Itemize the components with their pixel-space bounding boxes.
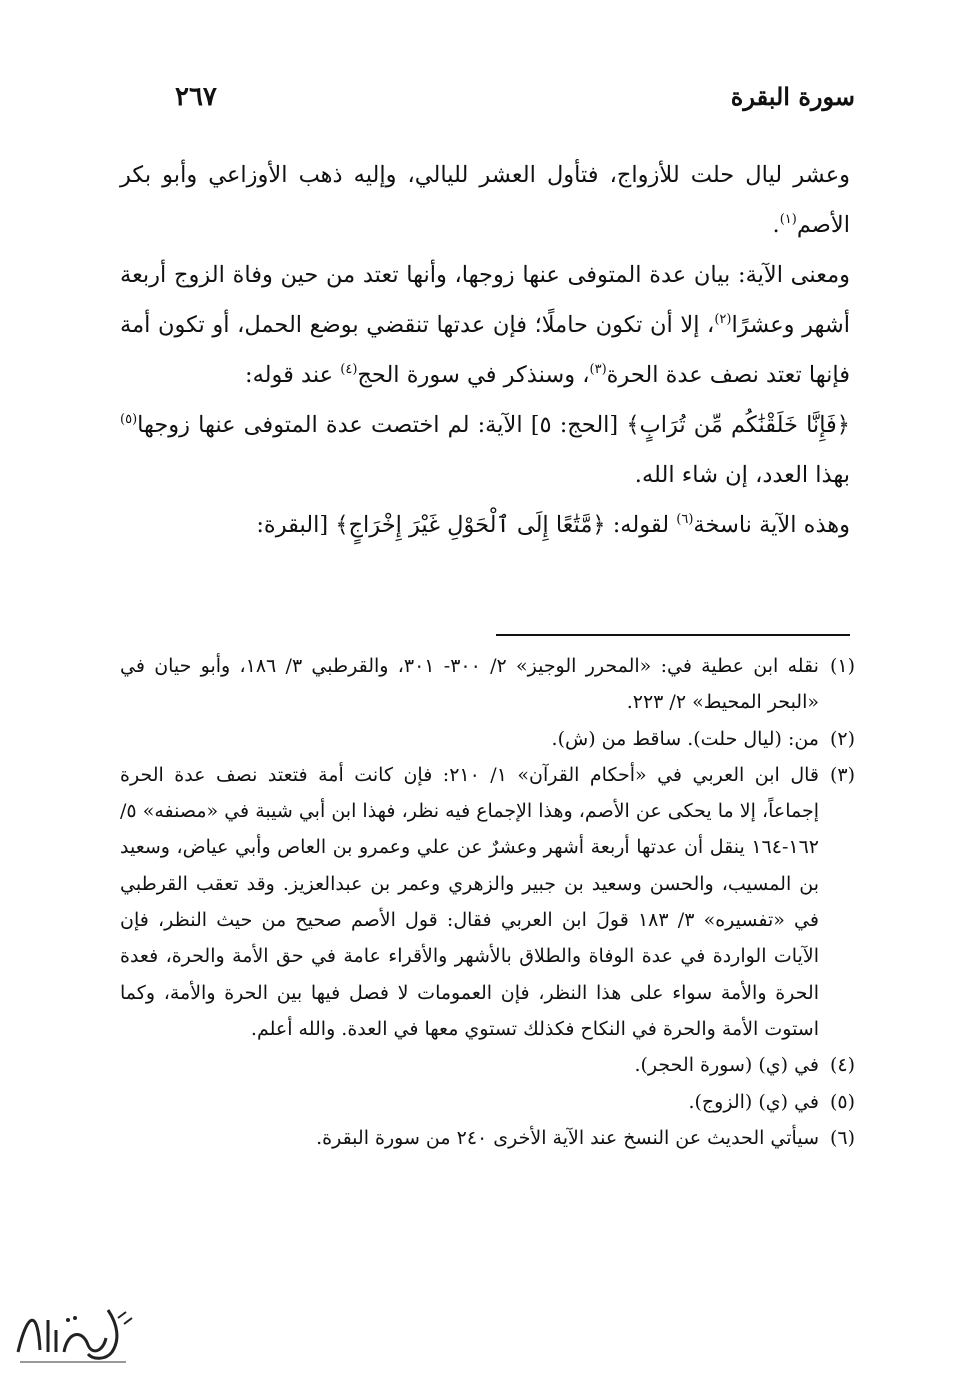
footnote-ref[interactable]: (١) xyxy=(779,212,797,227)
footnotes xyxy=(120,648,855,1156)
footnote-number: (٥) xyxy=(829,1090,855,1113)
paragraph-text: ، وسنذكر في سورة الحج xyxy=(357,362,590,388)
footnote-text: في (ي) (الزوج). xyxy=(688,1090,819,1113)
main-text xyxy=(120,150,850,550)
quran-verse: ﴿مَّتَٰعًا إِلَى ٱلْحَوْلِ غَيْرَ إِخْرَاجٍ﴾ xyxy=(335,512,606,538)
paragraph-1 xyxy=(120,150,850,250)
footnote-ref[interactable]: (٦) xyxy=(676,512,694,527)
footnote-ref[interactable]: (٣) xyxy=(589,362,607,377)
footnote-text: قال ابن العربي في «أحكام القرآن» ١/ ٢١٠: فإن كانت أمة فتعتد نصف عدة الحرة إجماعاً، إلا ما يحكى عن الأصم، وهذا الإجماع فيه نظر، فهذا ابن أبي شيبة في «مصنفه» ٥/ ١٦٢-١٦٤ ينقل أن عدتها أربعة أشهر وعشرٌ عن علي وعمرو بن العاص وأبي عياض، وسعيد بن المسيب، والحسن وسعيد بن جبير والزهري وعمر بن عبدالعزيز. وقد تعقب القرطبي في «تفسيره» ٣/ ١٨٣ قولَ ابن العربي فقال: قول الأصم صحيح من حيث النظر، فإن الآيات الواردة في عدة الوفاة والطلاق بالأشهر والأقراء عامة في حق الأمة والحرة، فعدة الحرة والأمة سواء على هذا النظر، فإن العمومات لا فصل فيها بين الحرة والأمة، وكما استوت الأمة والحرة في النكاح فكذلك تستوي معها في العدة. والله أعلم. xyxy=(120,763,819,1040)
footnote-number: (٢) xyxy=(829,727,855,750)
paragraph-3 xyxy=(120,400,850,500)
paragraph-text: عند قوله: xyxy=(245,362,341,388)
footnote-6 xyxy=(120,1120,855,1156)
footnote-2 xyxy=(120,721,855,757)
paragraph-text: الآية: لم اختصت عدة المتوفى عنها زوجها xyxy=(137,412,523,438)
verse-citation: [البقرة: xyxy=(256,512,336,538)
footnote-text: سيأتي الحديث عن النسخ عند الآية الأخرى ٢٤٠ من سورة البقرة. xyxy=(316,1126,819,1149)
paragraph-text: بهذا العدد، إن شاء الله. xyxy=(634,462,850,488)
footnote-3 xyxy=(120,757,855,1047)
footnote-text: من: (ليال حلت). ساقط من (ش). xyxy=(551,727,819,750)
surah-title: سورة البقرة xyxy=(730,82,855,111)
paragraph-2 xyxy=(120,250,850,400)
footnote-text: في (ي) (سورة الحجر). xyxy=(634,1054,819,1077)
footnote-ref[interactable]: (٢) xyxy=(714,312,732,327)
paragraph-text: لقوله: xyxy=(605,512,677,538)
footnote-number: (٦) xyxy=(829,1126,855,1149)
paragraph-4 xyxy=(120,500,850,550)
paragraph-text: وعشر ليال حلت للأزواج، فتأول العشر لليالي، وإليه ذهب الأوزاعي وأبو بكر الأصم xyxy=(120,162,850,238)
page-number: ٢٦٧ xyxy=(175,82,217,112)
paragraph-text: ، إلا أن تكون حاملًا؛ فإن عدتها تنقضي بوضع الحمل، أو تكون أمة فإنها تعتد نصف عدة الحرة xyxy=(120,312,850,388)
paragraph-text: ومعنى الآية: بيان عدة المتوفى عنها زوجها، وأنها تعتد من حين وفاة الزوج أربعة أشهر وعشرًا xyxy=(120,262,850,338)
paragraph-text: . xyxy=(772,212,780,238)
footnote-number: (٤) xyxy=(829,1054,855,1077)
footnote-1 xyxy=(120,648,855,721)
footnote-5 xyxy=(120,1084,855,1120)
verse-citation: [الحج: ٥] xyxy=(522,412,627,438)
footnote-4 xyxy=(120,1047,855,1083)
footnote-ref[interactable]: (٥) xyxy=(120,412,138,427)
footnote-text: نقله ابن عطية في: «المحرر الوجيز» ٢/ ٣٠٠- ٣٠١، والقرطبي ٣/ ١٨٦، وأبو حيان في «البحر المحيط» ٢/ ٢٢٣. xyxy=(120,655,819,714)
footnote-number: (٣) xyxy=(829,763,855,786)
quran-verse: ﴿فَإِنَّا خَلَقْنَٰكُم مِّن تُرَابٍ﴾ xyxy=(626,412,850,438)
calligraphy-logo-icon xyxy=(8,1290,143,1370)
footnote-number: (١) xyxy=(829,655,855,677)
footnote-separator xyxy=(496,634,850,636)
paragraph-text: وهذه الآية ناسخة xyxy=(693,512,850,538)
footnote-ref[interactable]: (٤) xyxy=(340,362,358,377)
page-header xyxy=(120,82,855,122)
